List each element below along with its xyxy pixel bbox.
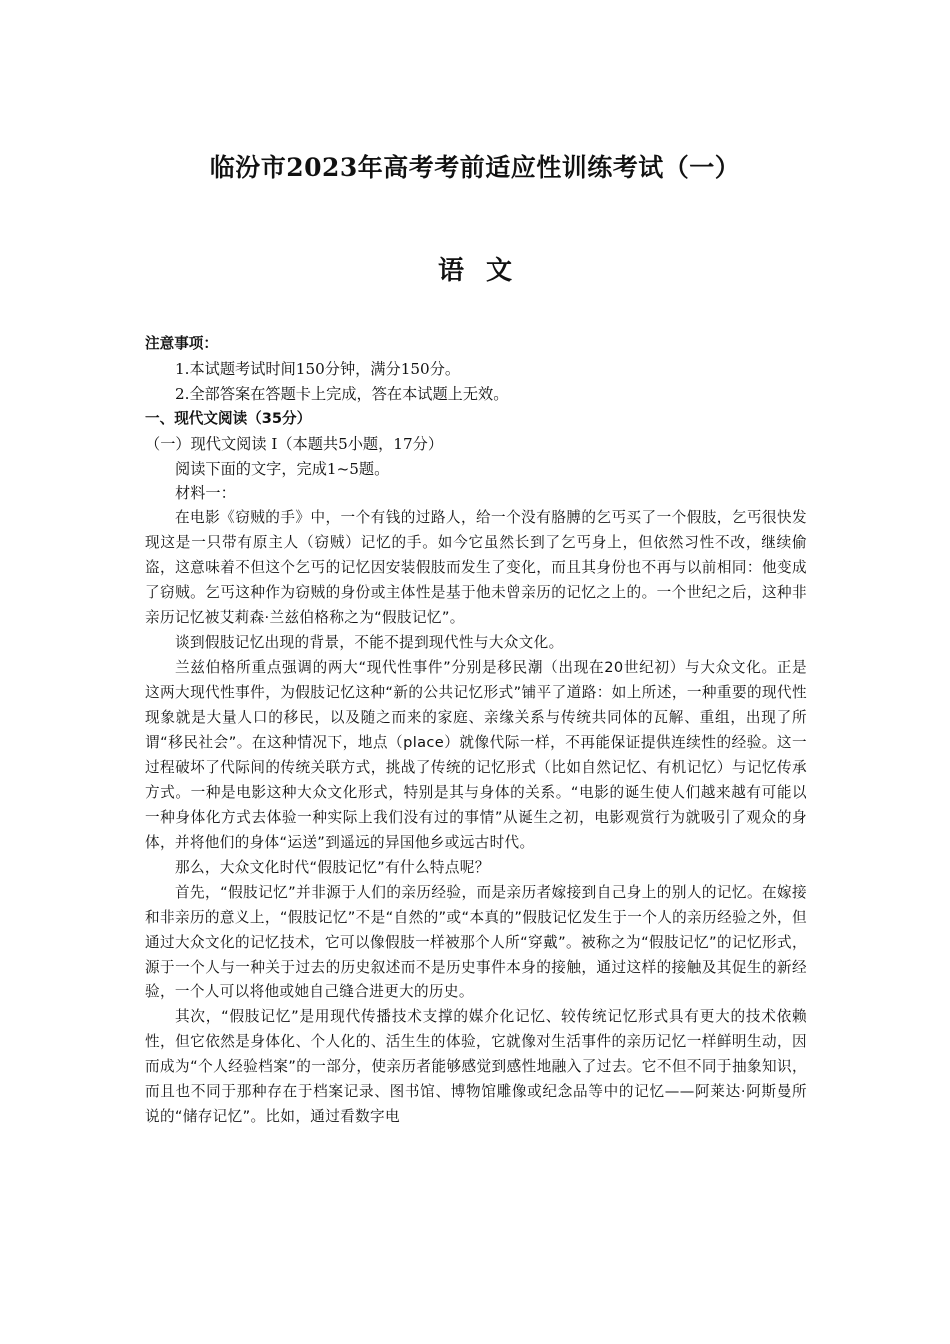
passage-paragraph: 首先，“假肢记忆”并非源于人们的亲历经验，而是亲历者嫁接到自己身上的别人的记忆。在嫁接和非亲历的意义上，“假肢记忆”不是“自然的”或“本真的”假肢记忆发生于一个人的亲历经验之外，但通过大众文化的记忆技术，它可以像假肢一样被那个人所“穿戴”。被称之为“假肢记忆”的记忆形式，源于一个人与一种关于过去的历史叙述而不是历史事件本身的接触，通过这样的接触及其促生的新经验，一个人可以将他或她自己缝合进更大的历史。 — [145, 883, 807, 1001]
subject-title: 语文 — [437, 256, 534, 286]
section-heading: 一、现代文阅读（35分） — [145, 409, 312, 427]
passage-paragraph: 谈到假肢记忆出现的背景，不能不提到现代性与大众文化。 — [175, 634, 564, 652]
notes-heading: 注意事项： — [145, 335, 218, 352]
section-subheading: （一）现代文阅读 I（本题共5小题，17分） — [145, 434, 444, 453]
passage-paragraph: 在电影《窃贼的手》中，一个有钱的过路人，给一个没有胳膊的乞丐买了一个假肢，乞丐很快发现这是一只带有原主人（窃贼）记忆的手。如今它虽然长到了乞丐身上，但依然习性不改，继续偷盗，这意味着不但这个乞丐的记忆因安装假肢而发生了变化，而且其身份也不再与以前相同：他变成了窃贼。乞丐这种作为窃贼的身份或主体性是基于他未曾亲历的记忆之上的。一个世纪之后，这种非亲历记忆被艾莉森·兰兹伯格称之为“假肢记忆”。 — [145, 509, 807, 627]
material-label: 材料一： — [175, 484, 236, 503]
notes-item: 1.本试题考试时间150分钟，满分150分。 — [175, 359, 461, 378]
exam-title: 临汾市2023年高考考前适应性训练考试（一） — [209, 153, 741, 182]
notes-item: 2.全部答案在答题卡上完成，答在本试题上无效。 — [175, 384, 509, 403]
passage-paragraph: 兰兹伯格所重点强调的两大“现代性事件”分别是移民潮（出现在20世纪初）与大众文化。正是这两大现代性事件，为假肢记忆这种“新的公共记忆形式”铺平了道路：如上所述，一种重要的现代性现象就是大量人口的移民，以及随之而来的家庭、亲缘关系与传统共同体的瓦解、重组，出现了所谓“移民社会”。在这种情况下，地点（place）就像代际一样，不再能保证提供连续性的经验。这一过程破坏了代际间的传统关联方式，挑战了传统的记忆形式（比如自然记忆、有机记忆）与记忆传承方式。一种是电影这种大众文化形式，特别是其与身体的关系。“电影的诞生使人们越来越有可能以一种身体化方式去体验一种实际上我们没有过的事情”从诞生之初，电影观赏行为就吸引了观众的身体，并将他们的身体“运送”到遥远的异国他乡或远古时代。 — [145, 659, 807, 851]
exam-content — [145, 332, 807, 1130]
passage-paragraph: 其次，“假肢记忆”是用现代传播技术支撑的媒介化记忆、较传统记忆形式具有更大的技术依赖性，但它依然是身体化、个人化的、活生生的体验，它就像对生活事件的亲历记忆一样鲜明生动，因而成为“个人经验档案”的一部分，使亲历者能够感觉到感性地融入了过去。它不但不同于抽象知识，而且也不同于那种存在于档案记录、图书馆、博物馆雕像或纪念品等中的记忆——阿莱达·阿斯曼所说的“储存记忆”。比如，通过看数字电 — [145, 1008, 807, 1126]
passage-paragraph: 那么，大众文化时代“假肢记忆”有什么特点呢？ — [175, 858, 490, 876]
reading-instruction: 阅读下面的文字，完成1~5题。 — [175, 459, 390, 478]
